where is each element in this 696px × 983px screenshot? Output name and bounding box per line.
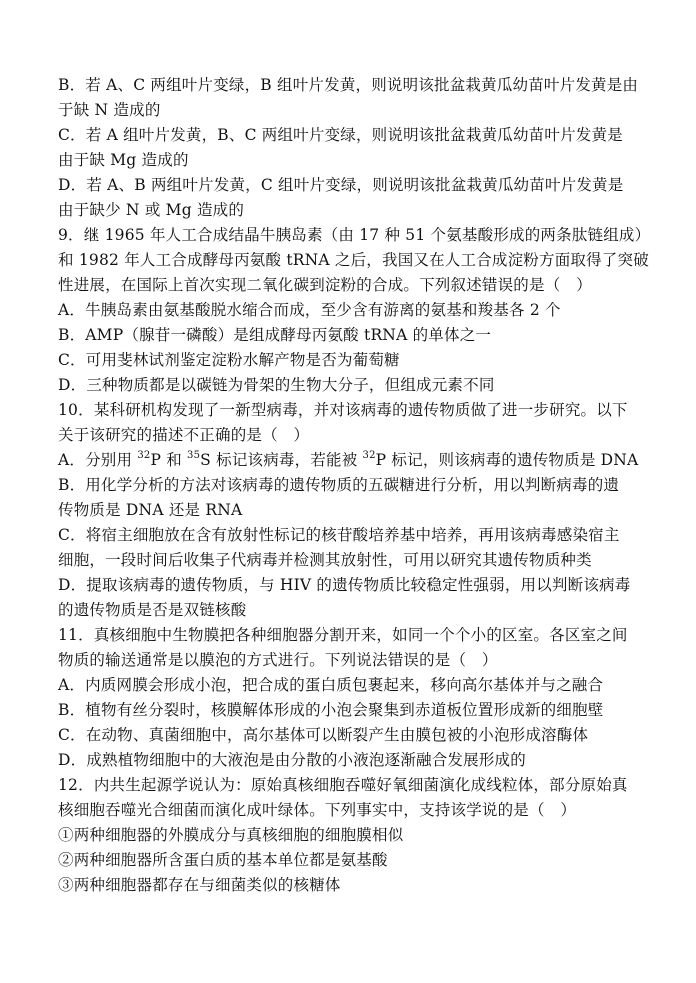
q9-option-a: A．牛胰岛素由氨基酸脱水缩合而成，至少含有游离的氨基和羧基各 2 个 bbox=[58, 301, 561, 319]
exam-page bbox=[58, 73, 650, 898]
q8-option-b-line2: 于缺 N 造成的 bbox=[58, 101, 161, 119]
q10-option-c-line2: 细胞，一段时间后收集子代病毒并检测其放射性，可用以研究其遗传物质种类 bbox=[58, 551, 592, 569]
q9-option-c: C．可用斐林试剂鉴定淀粉水解产物是否为葡萄糖 bbox=[58, 351, 400, 369]
q8-option-d-line2: 由于缺少 N 或 Mg 造成的 bbox=[58, 201, 245, 219]
q11-stem-line1: 11．真核细胞中生物膜把各种细胞器分割开来，如同一个个小的区室。各区室之间 bbox=[58, 626, 628, 644]
isotope-mass-32: 32 bbox=[137, 449, 151, 461]
q12-item-3: ③两种细胞器都存在与细菌类似的核糖体 bbox=[58, 876, 341, 894]
q11-option-c: C．在动物、真菌细胞中，高尔基体可以断裂产生由膜包被的小泡形成溶酶体 bbox=[58, 726, 589, 744]
q10-option-a-pre: A．分别用 bbox=[58, 451, 138, 469]
q10-option-a-post: P 标记，则该病毒的遗传物质是 DNA bbox=[375, 451, 639, 469]
q9-option-d: D．三种物质都是以碳链为骨架的生物大分子，但组成元素不同 bbox=[58, 376, 495, 394]
q8-option-b-line1: B．若 A、C 两组叶片变绿，B 组叶片发黄，则说明该批盆栽黄瓜幼苗叶片发黄是由 bbox=[58, 76, 639, 94]
q10-option-c-line1: C．将宿主细胞放在含有放射性标记的核苷酸培养基中培养，再用该病毒感染宿主 bbox=[58, 526, 620, 544]
q9-stem-line3: 性进展，在国际上首次实现二氧化碳到淀粉的合成。下列叙述错误的是（ ） bbox=[58, 276, 592, 294]
q12-item-1: ①两种细胞器的外膜成分与真核细胞的细胞膜相似 bbox=[58, 826, 404, 844]
isotope-mass-32-second: 32 bbox=[362, 449, 376, 461]
q8-option-c-line1: C．若 A 组叶片发黄，B、C 两组叶片变绿，则说明该批盆栽黄瓜幼苗叶片发黄是 bbox=[58, 126, 623, 144]
q10-option-a-mid1: P 和 bbox=[150, 451, 188, 469]
q11-option-a: A．内质网膜会形成小泡，把合成的蛋白质包裹起来，移向高尔基体并与之融合 bbox=[58, 676, 604, 694]
q10-option-d-line1: D．提取该病毒的遗传物质，与 HIV 的遗传物质比较稳定性强弱，用以判断该病毒 bbox=[58, 576, 631, 594]
q8-option-d-line1: D．若 A、B 两组叶片发黄，C 组叶片变绿，则说明该批盆栽黄瓜幼苗叶片发黄是 bbox=[58, 176, 624, 194]
isotope-mass-35: 35 bbox=[187, 449, 201, 461]
q8-option-c-line2: 由于缺 Mg 造成的 bbox=[58, 151, 189, 169]
q9-stem-line1: 9．继 1965 年人工合成结晶牛胰岛素（由 17 种 51 个氨基酸形成的两条肽链组成） bbox=[58, 226, 651, 244]
q11-option-d: D．成熟植物细胞中的大液泡是由分散的小液泡逐渐融合发展形成的 bbox=[58, 751, 526, 769]
q10-option-d-line2: 的遗传物质是否是双链核酸 bbox=[58, 601, 247, 619]
q10-option-a-mid2: S 标记该病毒，若能被 bbox=[200, 451, 363, 469]
q9-stem-line2: 和 1982 年人工合成酵母丙氨酸 tRNA 之后，我国又在人工合成淀粉方面取得了突破 bbox=[58, 251, 649, 269]
q12-item-2: ②两种细胞器所含蛋白质的基本单位都是氨基酸 bbox=[58, 851, 388, 869]
q10-stem-line2: 关于该研究的描述不正确的是（ ） bbox=[58, 426, 310, 444]
q10-option-b-line1: B．用化学分析的方法对该病毒的遗传物质的五碳糖进行分析，用以判断病毒的遗 bbox=[58, 476, 620, 494]
q10-option-a bbox=[58, 448, 650, 473]
q12-stem-line2: 核细胞吞噬光合细菌而演化成叶绿体。下列事实中，支持该学说的是（ ） bbox=[58, 801, 577, 819]
q11-option-b: B．植物有丝分裂时，核膜解体形成的小泡会聚集到赤道板位置形成新的细胞壁 bbox=[58, 701, 604, 719]
q9-option-b: B．AMP（腺苷一磷酸）是组成酵母丙氨酸 tRNA 的单体之一 bbox=[58, 326, 492, 344]
q10-stem-line1: 10．某科研机构发现了一新型病毒，并对该病毒的遗传物质做了进一步研究。以下 bbox=[58, 401, 628, 419]
q12-stem-line1: 12．内共生起源学说认为：原始真核细胞吞噬好氧细菌演化成线粒体，部分原始真 bbox=[58, 776, 628, 794]
q11-stem-line2: 物质的输送通常是以膜泡的方式进行。下列说法错误的是（ ） bbox=[58, 651, 498, 669]
q10-option-b-line2: 传物质是 DNA 还是 RNA bbox=[58, 501, 243, 519]
